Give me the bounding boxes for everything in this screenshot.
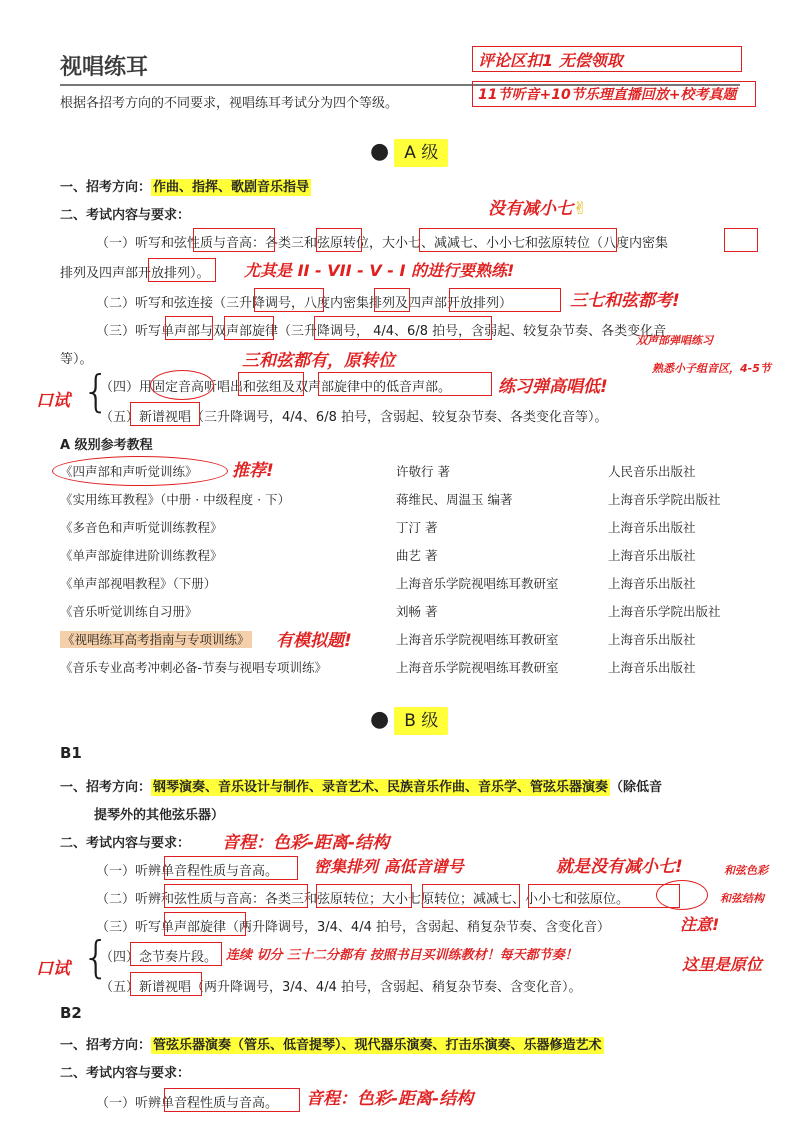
bullet-icon: ● — [370, 139, 390, 164]
a-item-1-cont: 排列及四声部开放排列）。 — [60, 266, 210, 281]
b-level-label: B 级 — [394, 707, 448, 735]
note-box-2 — [472, 81, 756, 107]
a-level-label: A 级 — [394, 139, 448, 167]
note-oral-a: 口试 — [36, 391, 70, 411]
b1-item-4: （四）念节奏片段。 — [100, 950, 218, 965]
book-row: 《视唱练耳高考指南与专项训练》 — [62, 632, 250, 647]
note-chord-color: 和弦色彩 — [724, 864, 768, 877]
a-item-2: （二）听写和弦连接（三升降调号，八度内密集排列及四声部开放排列） — [96, 296, 513, 311]
book-author: 许敬行 著 — [396, 464, 450, 479]
mark-box — [318, 372, 492, 396]
a-item-3-cont: 等）。 — [60, 352, 93, 367]
b1-direction-cont: 提琴外的其他弦乐器） — [94, 808, 225, 823]
note-attention: 注意! — [680, 915, 720, 934]
mark-box — [164, 1088, 300, 1112]
book-author: 上海音乐学院视唱练耳教研室 — [396, 632, 559, 647]
b2-heading: B2 — [60, 1004, 82, 1022]
book-publisher: 上海音乐出版社 — [608, 520, 696, 535]
a-item-3: （三）听写单声部与双声部旋律（三升降调号， 4/4、6/8 拍号，含弱起、较复杂节奏、各类变化音 — [96, 324, 667, 339]
b2-content-heading: 二、考试内容与要求： — [60, 1066, 191, 1081]
mark-box — [164, 912, 246, 936]
mark-box — [130, 972, 202, 996]
brace-icon: { — [82, 932, 110, 983]
brace-icon: { — [82, 366, 110, 417]
a-item-4: （四）用固定音高听唱出和弦组及双声部旋律中的低音声部。 — [100, 380, 452, 395]
mark-box — [314, 316, 492, 340]
b1-direction: 一、招考方向： 钢琴演奏、音乐设计与制作、录音艺术、民族音乐作曲、音乐学、管弦乐器演奏 （除低音 — [60, 780, 663, 795]
note-triads: 三和弦都有，原转位 — [242, 351, 395, 371]
mark-ellipse — [52, 456, 228, 486]
mark-box — [419, 228, 617, 252]
b2-direction: 一、招考方向： 管弦乐器演奏（管乐、低音提琴）、现代器乐演奏、打击乐演奏、乐器修造艺术 — [60, 1038, 602, 1053]
note-comment-claim: 评论区扣1 无偿领取 — [478, 51, 623, 70]
note-seventh-chords: 三七和弦都考! — [570, 291, 680, 311]
mark-box — [224, 316, 274, 340]
mark-box — [316, 884, 412, 908]
b-level-heading — [370, 706, 448, 732]
b2-item-1: （一）听辨单音程性质与音高。 — [96, 1096, 279, 1111]
page-title: 视唱练耳 — [60, 55, 149, 80]
mark-box — [165, 316, 213, 340]
mark-ellipse — [656, 880, 708, 910]
note-small-group: 熟悉小子组音区，4-5节 — [652, 362, 771, 375]
a-item-5: （五）新谱视唱（三升降调号，4/4、6/8 拍号，含弱起、较复杂节奏、各类变化音等）。 — [100, 410, 608, 425]
book-author: 刘畅 著 — [396, 604, 438, 619]
book-publisher: 上海音乐出版社 — [608, 548, 696, 563]
book-publisher: 上海音乐出版社 — [608, 632, 696, 647]
note-dense: 密集排列 高低音谱号 — [314, 857, 464, 876]
note-recommend: 推荐! — [232, 461, 274, 481]
note-chord-structure: 和弦结构 — [720, 892, 764, 905]
b1-item-3: （三）听写单声部旋律（两升降调号，3/4、4/4 拍号，含弱起、稍复杂节奏、含变化音） — [96, 920, 610, 935]
a-direction: 一、招考方向： 作曲、指挥、歌剧音乐指导 — [60, 180, 310, 195]
book-publisher: 上海音乐学院出版社 — [608, 604, 721, 619]
a-books-heading: A 级别参考教程 — [60, 438, 153, 453]
note-interval: 音程：色彩-距离-结构 — [222, 833, 390, 853]
note-two-voice: 双声部弹唱练习 — [636, 334, 713, 347]
note-no-minor-seven: 没有减小七✌ — [488, 199, 588, 219]
b1-content-heading: 二、考试内容与要求： — [60, 836, 191, 851]
b1-heading: B1 — [60, 744, 82, 762]
book-author: 上海音乐学院视唱练耳教研室 — [396, 660, 559, 675]
book-publisher: 上海音乐出版社 — [608, 660, 696, 675]
book-row: 《实用练耳教程》（中册 · 中级程度 · 下） — [60, 492, 291, 507]
note-progression: 尤其是 II - VII - V - I 的进行要熟练! — [244, 261, 515, 280]
b1-item-5: （五）新谱视唱（两升降调号，3/4、4/4 拍号，含弱起、稍复杂节奏、含变化音）。 — [100, 980, 582, 995]
book-row: 《多音色和声听觉训练教程》 — [60, 520, 223, 535]
note-bonus: 11节听音+10节乐理直播回放+校考真题 — [478, 87, 737, 103]
mark-box — [316, 228, 362, 252]
note-oral-b: 口试 — [36, 959, 70, 979]
mark-ellipse — [150, 370, 214, 400]
note-no-minor-seven-b: 就是没有减小七! — [556, 857, 683, 877]
book-publisher: 上海音乐学院出版社 — [608, 492, 721, 507]
note-root-position: 这里是原位 — [682, 955, 763, 974]
a-item-1: （一）听写和弦性质与音高：各类三和弦原转位，大小七、减减七、小小七和弦原转位（八度内密集 — [96, 236, 669, 251]
mark-box — [130, 942, 222, 966]
book-publisher: 上海音乐出版社 — [608, 576, 696, 591]
mark-box — [164, 856, 298, 880]
note-mock: 有模拟题! — [276, 631, 352, 651]
book-row: 《单声部视唱教程》（下册） — [60, 576, 217, 591]
a-content-heading: 二、考试内容与要求： — [60, 208, 191, 223]
book-row: 《音乐听觉训练自习册》 — [60, 604, 198, 619]
book-author: 蒋维民、周温玉 编著 — [396, 492, 513, 507]
intro-text: 根据各招考方向的不同要求，视唱练耳考试分为四个等级。 — [60, 96, 399, 111]
mark-box — [148, 258, 216, 282]
mark-box — [193, 228, 275, 252]
book-row: 《单声部旋律进阶训练教程》 — [60, 548, 223, 563]
book-row: 《音乐专业高考冲刺必备-节奏与视唱专项训练》 — [60, 660, 328, 675]
mark-box — [238, 372, 304, 396]
book-author: 上海音乐学院视唱练耳教研室 — [396, 576, 559, 591]
book-author: 丁汀 著 — [396, 520, 438, 535]
mark-box — [164, 884, 308, 908]
mark-box — [374, 288, 410, 312]
note-rhythm: 连续 切分 三十二分都有 按照书目买训练教材！每天都节奏！ — [226, 948, 578, 963]
note-interval-b2: 音程：色彩-距离-结构 — [306, 1089, 474, 1109]
book-row: 《四声部和声听觉训练》 — [60, 464, 198, 479]
mark-box — [130, 402, 200, 426]
note-practice: 练习弹高唱低! — [498, 377, 608, 397]
note-box-1 — [472, 46, 742, 72]
mark-box — [724, 228, 758, 252]
a-level-heading — [370, 138, 448, 164]
mark-box — [449, 288, 561, 312]
bullet-icon: ● — [370, 707, 390, 732]
b1-item-2: （二）听辨和弦性质与音高：各类三和弦原转位；大小七原转位；减减七、小小七和弦原位。 — [96, 892, 630, 907]
b1-item-1: （一）听辨单音程性质与音高。 — [96, 864, 279, 879]
book-publisher: 人民音乐出版社 — [608, 464, 696, 479]
book-author: 曲艺 著 — [396, 548, 438, 563]
mark-box — [254, 288, 324, 312]
mark-box — [422, 884, 520, 908]
